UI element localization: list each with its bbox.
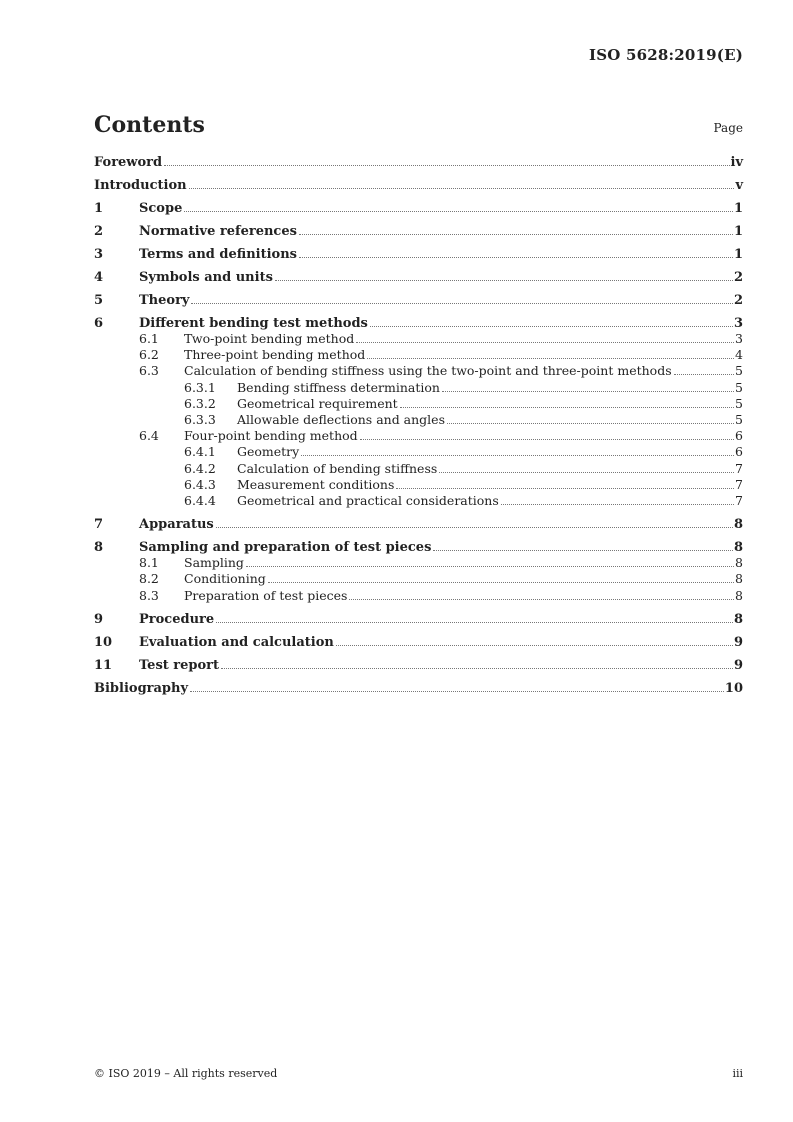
dot-leader bbox=[299, 233, 733, 235]
toc-entry-number: 6.4 bbox=[139, 428, 159, 444]
toc-entry-title: Allowable deflections and angles bbox=[237, 412, 445, 428]
toc-entry-title: Evaluation and calculation bbox=[139, 634, 334, 650]
dot-leader bbox=[336, 644, 733, 646]
toc-entry-title: Normative references bbox=[139, 224, 297, 239]
toc-entry-number: 7 bbox=[94, 517, 104, 533]
toc-entry-title: Two-point bending method bbox=[184, 331, 355, 346]
toc-entry-title: Procedure bbox=[139, 611, 215, 627]
toc-entry-title: Scope bbox=[139, 201, 183, 216]
toc-entry-page: 5 bbox=[735, 412, 743, 428]
toc-entry[interactable] bbox=[94, 293, 743, 308]
toc-entry-title: Geometrical and practical considerations bbox=[237, 493, 499, 509]
toc-entry-number: 6.4.1 bbox=[184, 444, 216, 460]
toc-entry[interactable] bbox=[94, 477, 743, 493]
dot-leader bbox=[447, 422, 734, 424]
toc-entry-title: Foreword bbox=[94, 155, 163, 170]
toc-entry-page: 8 bbox=[733, 611, 743, 627]
toc-entry-page: 9 bbox=[733, 657, 743, 673]
dot-leader bbox=[190, 690, 724, 692]
toc-entry[interactable] bbox=[94, 316, 743, 331]
toc-entry-title: Three-point bending method bbox=[184, 347, 366, 363]
dot-leader bbox=[191, 302, 732, 304]
toc-entry[interactable] bbox=[94, 270, 743, 285]
page-footer bbox=[94, 1067, 743, 1080]
toc-entry[interactable] bbox=[94, 178, 743, 193]
dot-leader bbox=[442, 390, 734, 392]
toc-entry-title: Test report bbox=[139, 657, 220, 673]
toc-entry[interactable] bbox=[94, 612, 743, 627]
toc-entry-page: 1 bbox=[733, 201, 743, 216]
toc-entry[interactable] bbox=[94, 347, 743, 363]
dot-leader bbox=[299, 256, 733, 258]
toc-entry-number: 9 bbox=[94, 611, 104, 627]
toc-entry-page: iv bbox=[730, 155, 743, 170]
toc-entry-number: 6.3.2 bbox=[184, 395, 216, 411]
toc-entry-number: 8.1 bbox=[139, 555, 159, 571]
copyright-notice: © ISO 2019 – All rights reserved bbox=[94, 1067, 278, 1080]
toc-entry-title: Sampling and preparation of test pieces bbox=[139, 540, 432, 556]
toc-entry-page: 9 bbox=[733, 634, 743, 650]
toc-entry[interactable] bbox=[94, 635, 743, 650]
dot-leader bbox=[396, 487, 734, 489]
toc-entry-page: v bbox=[735, 178, 743, 193]
dot-leader bbox=[501, 503, 734, 505]
dot-leader bbox=[189, 187, 735, 189]
toc-entry-page: 8 bbox=[735, 587, 743, 603]
toc-entry-number: 2 bbox=[94, 224, 104, 239]
dot-leader bbox=[246, 565, 734, 567]
page-number: iii bbox=[732, 1067, 743, 1080]
toc-entry-title: Geometrical requirement bbox=[237, 395, 398, 411]
table-of-contents bbox=[94, 155, 743, 696]
toc-entry-page: 4 bbox=[735, 347, 743, 363]
toc-entry-title: Preparation of test pieces bbox=[184, 587, 348, 603]
toc-entry-number: 5 bbox=[94, 293, 104, 308]
toc-entry-number: 10 bbox=[94, 634, 113, 650]
toc-entry-title: Measurement conditions bbox=[237, 476, 395, 492]
toc-entry[interactable] bbox=[94, 540, 743, 555]
toc-entry[interactable] bbox=[94, 444, 743, 460]
toc-entry-page: 2 bbox=[733, 293, 743, 308]
toc-entry-page: 1 bbox=[733, 247, 743, 262]
dot-leader bbox=[356, 341, 734, 343]
toc-entry-page: 5 bbox=[735, 363, 743, 379]
toc-entry-number: 6.1 bbox=[139, 331, 159, 346]
toc-entry-title: Apparatus bbox=[139, 517, 214, 533]
toc-entry-number: 6.3 bbox=[139, 363, 159, 379]
toc-entry-number: 6.3.3 bbox=[184, 412, 216, 428]
document-id: ISO 5628:2019(E) bbox=[589, 46, 743, 64]
toc-entry[interactable] bbox=[94, 461, 743, 477]
toc-entry[interactable] bbox=[94, 658, 743, 673]
toc-entry-page: 3 bbox=[735, 331, 743, 346]
dot-leader bbox=[360, 438, 734, 440]
dot-leader bbox=[301, 454, 734, 456]
toc-entry[interactable] bbox=[94, 247, 743, 262]
dot-leader bbox=[370, 325, 733, 327]
toc-entry-title: Four-point bending method bbox=[184, 428, 358, 444]
toc-entry[interactable] bbox=[94, 588, 743, 604]
toc-entry-title: Introduction bbox=[94, 178, 187, 193]
toc-entry[interactable] bbox=[94, 493, 743, 509]
toc-entry-page: 8 bbox=[735, 555, 743, 571]
toc-entry-page: 7 bbox=[735, 476, 743, 492]
dot-leader bbox=[164, 164, 729, 166]
toc-entry-number: 6.2 bbox=[139, 347, 159, 363]
page-column-label: Page bbox=[713, 121, 743, 135]
dot-leader bbox=[349, 598, 734, 600]
toc-entry[interactable] bbox=[94, 571, 743, 587]
toc-entry-number: 3 bbox=[94, 247, 104, 262]
dot-leader bbox=[674, 373, 734, 375]
toc-entry[interactable] bbox=[94, 380, 743, 396]
dot-leader bbox=[184, 210, 733, 212]
toc-entry-page: 3 bbox=[733, 316, 743, 331]
toc-entry-number: 6.4.4 bbox=[184, 493, 216, 509]
toc-entry-page: 8 bbox=[733, 517, 743, 533]
toc-entry-page: 10 bbox=[724, 680, 743, 696]
toc-entry-page: 2 bbox=[733, 270, 743, 285]
toc-entry[interactable] bbox=[94, 224, 743, 239]
toc-entry-number: 6.3.1 bbox=[184, 379, 216, 395]
toc-entry-number: 8 bbox=[94, 540, 104, 556]
toc-entry-number: 6.4.3 bbox=[184, 476, 216, 492]
toc-entry-title: Bending stiffness determination bbox=[237, 379, 440, 395]
toc-entry[interactable] bbox=[94, 517, 743, 532]
toc-entry-page: 8 bbox=[735, 571, 743, 587]
dot-leader bbox=[268, 581, 734, 583]
toc-entry-page: 7 bbox=[735, 493, 743, 509]
toc-entry-title: Symbols and units bbox=[139, 270, 273, 285]
dot-leader bbox=[216, 621, 733, 623]
toc-entry-title: Different bending test methods bbox=[139, 316, 368, 331]
toc-entry-page: 1 bbox=[733, 224, 743, 239]
contents-title: Contents bbox=[94, 112, 205, 138]
toc-entry[interactable] bbox=[94, 428, 743, 444]
toc-entry[interactable] bbox=[94, 681, 743, 696]
toc-entry-page: 5 bbox=[735, 379, 743, 395]
toc-entry-page: 6 bbox=[735, 444, 743, 460]
toc-entry-page: 6 bbox=[735, 428, 743, 444]
toc-entry-title: Theory bbox=[139, 293, 190, 308]
toc-entry-title: Conditioning bbox=[184, 571, 266, 587]
toc-entry-number: 1 bbox=[94, 201, 104, 216]
dot-leader bbox=[367, 357, 734, 359]
contents-header bbox=[94, 112, 743, 138]
toc-entry-number: 4 bbox=[94, 270, 104, 285]
toc-entry-title: Sampling bbox=[184, 555, 244, 571]
toc-entry-number: 8.3 bbox=[139, 587, 159, 603]
dot-leader bbox=[400, 406, 734, 408]
toc-entry-title: Geometry bbox=[237, 444, 300, 460]
toc-entry[interactable] bbox=[94, 363, 743, 379]
toc-entry[interactable] bbox=[94, 555, 743, 571]
toc-entry[interactable] bbox=[94, 155, 743, 170]
toc-entry-number: 11 bbox=[94, 657, 113, 673]
dot-leader bbox=[216, 526, 733, 528]
dot-leader bbox=[433, 549, 733, 551]
toc-entry-page: 7 bbox=[735, 460, 743, 476]
toc-entry-number: 6.4.2 bbox=[184, 460, 216, 476]
toc-entry[interactable] bbox=[94, 412, 743, 428]
toc-entry[interactable] bbox=[94, 201, 743, 216]
toc-entry-title: Calculation of bending stiffness bbox=[237, 460, 438, 476]
toc-entry-page: 5 bbox=[735, 395, 743, 411]
toc-entry-title: Bibliography bbox=[94, 680, 189, 696]
toc-entry-title: Terms and definitions bbox=[139, 247, 297, 262]
toc-entry-number: 8.2 bbox=[139, 571, 159, 587]
dot-leader bbox=[439, 471, 734, 473]
toc-entry-page: 8 bbox=[733, 540, 743, 556]
dot-leader bbox=[221, 667, 733, 669]
toc-entry-number: 6 bbox=[94, 316, 104, 331]
toc-entry[interactable] bbox=[94, 331, 743, 347]
dot-leader bbox=[275, 279, 733, 281]
toc-entry[interactable] bbox=[94, 396, 743, 412]
toc-entry-title: Calculation of bending stiffness using the two-point and three-point methods bbox=[184, 363, 672, 379]
